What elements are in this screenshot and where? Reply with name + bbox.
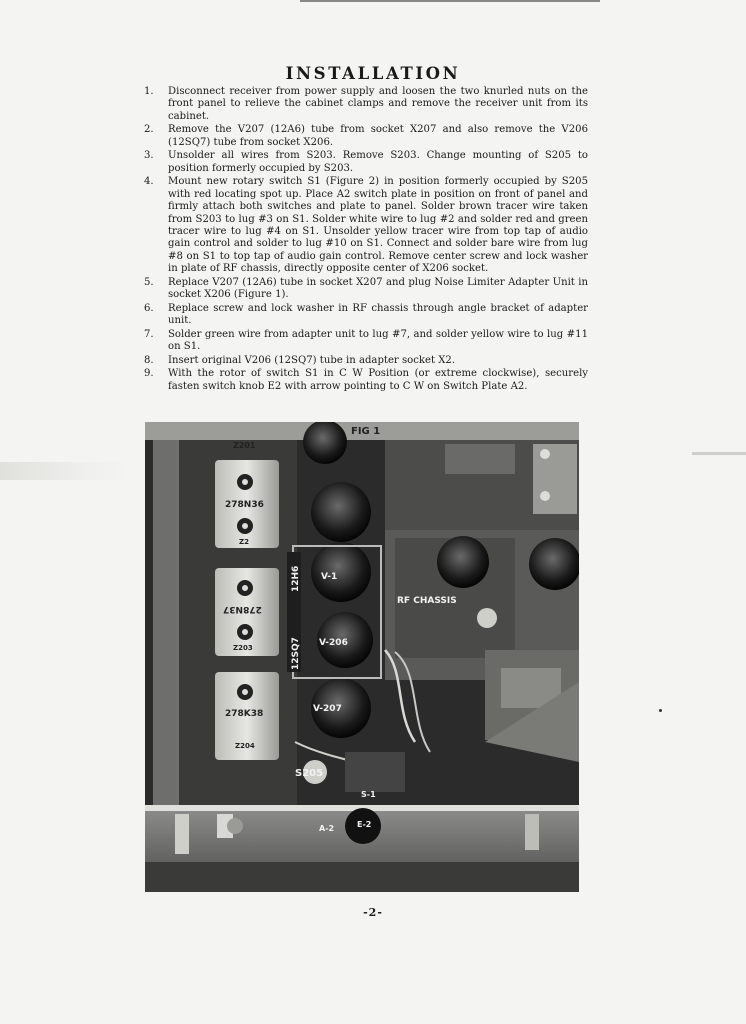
step-item — [144, 368, 588, 393]
step-item — [144, 124, 588, 149]
step-number: 6. — [144, 302, 154, 314]
label-278k38: 278K38 — [225, 709, 264, 719]
installation-steps — [144, 86, 588, 394]
label-278n37: 278N37 — [223, 604, 262, 614]
step-item — [144, 277, 588, 302]
label-z203: Z203 — [233, 644, 253, 652]
step-number: 8. — [144, 354, 154, 366]
step-item — [144, 176, 588, 275]
step-text: Insert original V206 (12SQ7) tube in adapter socket X2. — [168, 354, 456, 366]
label-s1: S-1 — [361, 790, 376, 799]
step-number: 7. — [144, 328, 154, 340]
label-12h6: 12H6 — [291, 565, 301, 592]
label-v1: V-1 — [321, 572, 338, 582]
step-item — [144, 150, 588, 175]
step-item — [144, 86, 588, 123]
figure-caption: FIG 1 — [351, 426, 381, 437]
label-z2: Z2 — [239, 538, 249, 546]
label-s205: S205 — [295, 768, 324, 779]
label-rf-chassis: RF CHASSIS — [397, 596, 457, 606]
step-item — [144, 329, 588, 354]
step-number: 1. — [144, 86, 154, 97]
step-text: Disconnect receiver from power supply and loosen the two knurled nuts on the front panel to relieve the cabinet clamps and remove the receiver unit from its cabinet. — [168, 86, 588, 122]
step-text: With the rotor of switch S1 in C W Position (or extreme clockwise), securely fasten switch knob E2 with arrow pointing to C W on Switch Plate A2. — [168, 368, 588, 392]
step-number: 3. — [144, 150, 154, 162]
step-text: Replace screw and lock washer in RF chassis through angle bracket of adapter unit. — [168, 302, 588, 327]
scan-smudge — [0, 462, 130, 480]
step-text: Remove the V207 (12A6) tube from socket X207 and also remove the V206 (12SQ7) tube from socket X206. — [168, 124, 588, 148]
step-text: Mount new rotary switch S1 (Figure 2) in position formerly occupied by S205 with red locating spot up. Place A2 switch plate in position on front of panel and firmly attach both switches and plate to panel. Solder brown tracer wire taken from S203 to lug #3 on S1. Solder white wire to lug #2 and solder red and green tracer wire to lug #4 on S1. Unsolder yellow tracer wire from top tap of audio gain control and solder to lug #10 on S1. Connect and solder bare wire from lug #8 on S1 to top tap of audio gain control. Remove center screw and lock washer in plate of RF chassis, directly opposite center of X206 socket. — [168, 176, 588, 275]
step-text: Replace V207 (12A6) tube in socket X207 and plug Noise Limiter Adapter Unit in socket X206 (Figure 1). — [168, 276, 588, 301]
label-278n36: 278N36 — [225, 500, 264, 510]
scan-edge-line — [300, 0, 600, 2]
scan-dot — [659, 709, 662, 712]
step-number: 9. — [144, 368, 154, 380]
label-z201: Z201 — [233, 441, 256, 450]
step-number: 4. — [144, 176, 154, 188]
step-text: Solder green wire from adapter unit to lug #7, and solder yellow wire to lug #11 on S1. — [168, 328, 588, 353]
label-v207: V-207 — [313, 704, 342, 714]
page-number: -2- — [363, 906, 383, 919]
scan-mark — [692, 452, 746, 455]
step-text: Unsolder all wires from S203. Remove S203. Change mounting of S205 to position formerly occupied by S203. — [168, 150, 588, 174]
page-title: INSTALLATION — [285, 64, 461, 83]
label-12sq7: 12SQ7 — [291, 637, 301, 670]
step-item — [144, 355, 588, 367]
step-number: 2. — [144, 124, 154, 136]
label-z204: Z204 — [235, 742, 255, 750]
figure-1-photo — [145, 422, 579, 892]
label-a2: A-2 — [319, 824, 335, 833]
step-item — [144, 303, 588, 328]
label-v206: V-206 — [319, 638, 348, 648]
step-number: 5. — [144, 276, 154, 288]
label-e2: E-2 — [357, 820, 372, 829]
